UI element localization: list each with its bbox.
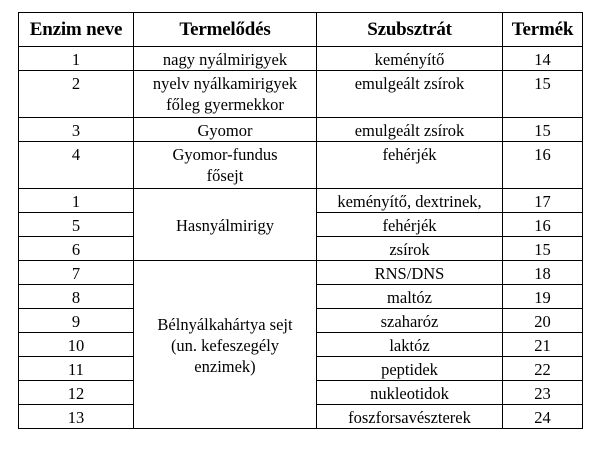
production-cell: [134, 261, 317, 429]
enzyme-cell: 12: [19, 381, 134, 405]
substrate-cell: fehérjék: [317, 213, 503, 237]
enzyme-cell: 5: [19, 213, 134, 237]
product-cell: 15: [503, 237, 583, 261]
product-cell: 16: [503, 213, 583, 237]
product-cell: 20: [503, 309, 583, 333]
header-substrate: Szubsztrát: [317, 13, 503, 47]
production-line: (un. kefeszegély: [170, 336, 280, 355]
table-row: [19, 118, 583, 142]
production-line: nyelv nyálkamirigyek: [152, 74, 298, 93]
enzyme-cell: 1: [19, 189, 134, 213]
product-cell: 22: [503, 357, 583, 381]
substrate-cell: emulgeált zsírok: [317, 118, 503, 142]
substrate-cell: emulgeált zsírok: [317, 71, 503, 118]
table-row: [19, 189, 583, 213]
enzyme-cell: 7: [19, 261, 134, 285]
header-production: Termelődés: [134, 13, 317, 47]
enzyme-cell: 8: [19, 285, 134, 309]
substrate-cell: peptidek: [317, 357, 503, 381]
product-cell: 15: [503, 118, 583, 142]
product-cell: 18: [503, 261, 583, 285]
product-cell: 14: [503, 47, 583, 71]
substrate-cell: keményítő: [317, 47, 503, 71]
production-cell: [134, 142, 317, 189]
enzyme-cell: 9: [19, 309, 134, 333]
substrate-cell: zsírok: [317, 237, 503, 261]
substrate-cell: fehérjék: [317, 142, 503, 189]
table-row: [19, 71, 583, 118]
product-cell: 16: [503, 142, 583, 189]
substrate-cell: RNS/DNS: [317, 261, 503, 285]
substrate-cell: foszforsavészterek: [317, 405, 503, 429]
table-row: [19, 142, 583, 189]
substrate-cell: szaharóz: [317, 309, 503, 333]
product-cell: 24: [503, 405, 583, 429]
product-cell: 23: [503, 381, 583, 405]
production-line: főleg gyermekkor: [166, 95, 284, 114]
product-cell: 17: [503, 189, 583, 213]
substrate-cell: nukleotidok: [317, 381, 503, 405]
substrate-cell: laktóz: [317, 333, 503, 357]
production-cell: [134, 71, 317, 118]
production-cell: [134, 118, 317, 142]
product-cell: 19: [503, 285, 583, 309]
enzyme-cell: 13: [19, 405, 134, 429]
substrate-cell: keményítő, dextrinek,: [317, 189, 503, 213]
product-cell: 21: [503, 333, 583, 357]
enzyme-cell: 11: [19, 357, 134, 381]
table-row: [19, 261, 583, 285]
header-enzyme: Enzim neve: [19, 13, 134, 47]
enzyme-cell: 6: [19, 237, 134, 261]
product-cell: 15: [503, 71, 583, 118]
production-line: nagy nyálmirigyek: [162, 50, 288, 69]
production-line: Gyomor-fundus: [172, 145, 278, 164]
header-row: [19, 13, 583, 47]
header-product: Termék: [503, 13, 583, 47]
enzyme-table-container: [18, 12, 582, 429]
production-cell: [134, 189, 317, 261]
production-line: Gyomor: [197, 121, 253, 140]
production-line: fősejt: [206, 166, 244, 185]
enzyme-cell: 1: [19, 47, 134, 71]
enzyme-table: [18, 12, 583, 429]
production-line: Hasnyálmirigy: [175, 216, 275, 235]
production-cell: [134, 47, 317, 71]
production-line: Bélnyálkahártya sejt: [157, 315, 293, 334]
enzyme-cell: 10: [19, 333, 134, 357]
enzyme-cell: 4: [19, 142, 134, 189]
enzyme-cell: 3: [19, 118, 134, 142]
production-line: enzimek): [194, 357, 256, 376]
substrate-cell: maltóz: [317, 285, 503, 309]
table-row: [19, 47, 583, 71]
enzyme-cell: 2: [19, 71, 134, 118]
